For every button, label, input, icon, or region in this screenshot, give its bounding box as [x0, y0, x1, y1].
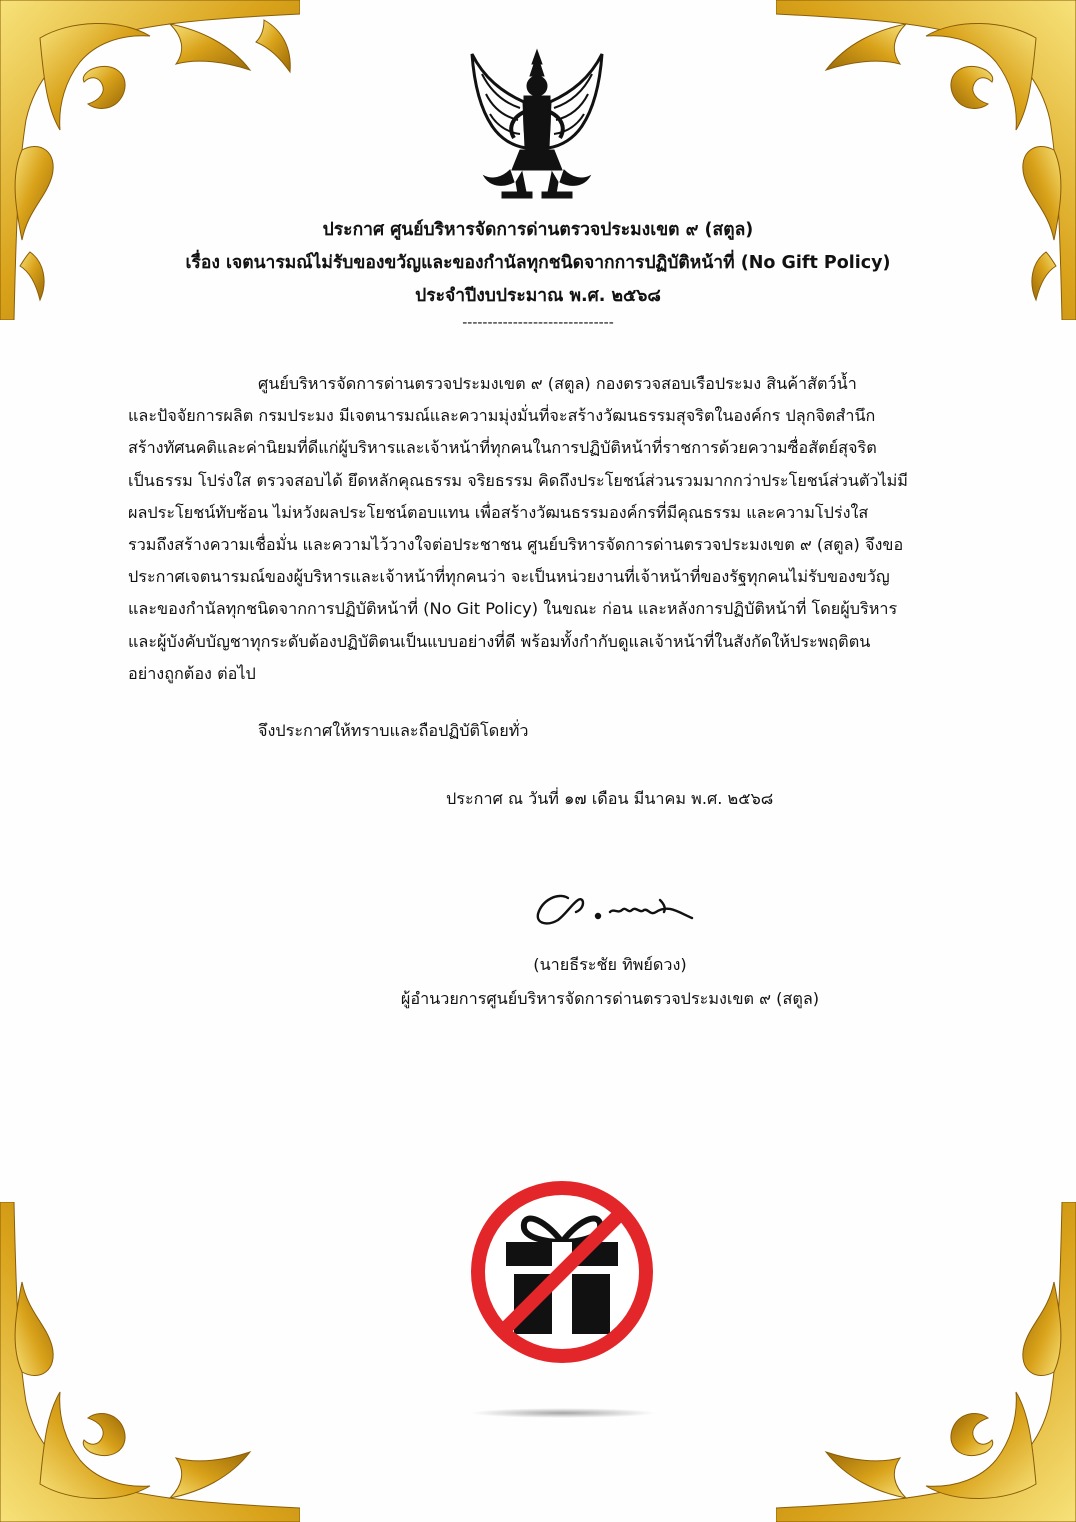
- title-divider: ------------------------------: [462, 315, 614, 331]
- body-line: เป็นธรรม โปร่งใส ตรวจสอบได้ ยึดหลักคุณธรรม จริยธรรม คิดถึงประโยชน์ส่วนรวมมากกว่าประโยชน์ส่วนตัวไม่มี: [128, 470, 908, 490]
- body-line: ศูนย์บริหารจัดการด่านตรวจประมงเขต ๙ (สตูล) กองตรวจสอบเรือประมง สินค้าสัตว์น้ำ: [258, 374, 857, 393]
- closing-statement: จึงประกาศให้ทราบและถือปฏิบัติโดยทั่ว: [258, 721, 529, 740]
- icon-shadow: [470, 1408, 656, 1418]
- body-line: อย่างถูกต้อง ต่อไป: [128, 663, 256, 683]
- announcement-title: ประกาศ ศูนย์บริหารจัดการด่านตรวจประมงเขต ๙ (สตูล): [322, 220, 754, 240]
- body-line: และผู้บังคับบัญชาทุกระดับต้องปฏิบัติตนเป็นแบบอย่างที่ดี พร้อมทั้งกำกับดูแลเจ้าหน้าที่ในสังกัดให้ประพฤติตน: [128, 631, 871, 651]
- gold-corner-ornament-bottom-left: [0, 1202, 300, 1522]
- signatory-position: ผู้อำนวยการศูนย์บริหารจัดการด่านตรวจประมงเขต ๙ (สตูล): [400, 989, 820, 1008]
- body-line: สร้างทัศนคติและค่านิยมที่ดีแก่ผู้บริหารและเจ้าหน้าที่ทุกคนในการปฏิบัติหน้าที่ราชการด้วยความซื่อสัตย์สุจริต: [128, 438, 877, 458]
- body-line: และของกำนัลทุกชนิดจากการปฏิบัติหน้าที่ (No Git Policy) ในขณะ ก่อน และหลังการปฏิบัติหน้าที่ โดยผู้บริหาร: [128, 599, 898, 619]
- announcement-date: ประกาศ ณ วันที่ ๑๗ เดือน มีนาคม พ.ศ. ๒๕๖๘: [446, 789, 774, 808]
- announcement-heading: [120, 214, 956, 331]
- signatory-name: (นายธีระชัย ทิพย์ดวง): [533, 955, 687, 974]
- handwritten-signature: [528, 878, 698, 938]
- body-line: ผลประโยชน์ทับซ้อน ไม่หวังผลประโยชน์ตอบแทน เพื่อสร้างวัฒนธรรมองค์กรที่มีคุณธรรม และความโปร่งใส: [128, 502, 869, 522]
- gold-corner-ornament-bottom-right: [776, 1202, 1076, 1522]
- body-line: รวมถึงสร้างความเชื่อมั่น และความไว้วางใจต่อประชาชน ศูนย์บริหารจัดการด่านตรวจประมงเขต ๙ (สตูล) จึงขอ: [128, 535, 904, 555]
- no-gift-icon: [462, 1172, 662, 1372]
- announcement-subject: เรื่อง เจตนารมณ์ไม่รับของขวัญและของกำนัลทุกชนิดจากการปฏิบัติหน้าที่ (No Gift Policy): [185, 253, 891, 273]
- fiscal-year: ประจำปีงบประมาณ พ.ศ. ๒๕๖๘: [415, 286, 661, 306]
- announcement-body: [128, 368, 973, 690]
- body-line: และปัจจัยการผลิต กรมประมง มีเจตนารมณ์และความมุ่งมั่นที่จะสร้างวัฒนธรรมสุจริตในองค์กร ปลุกจิตสำนึก: [128, 406, 876, 426]
- body-line: ประกาศเจตนารมณ์ของผู้บริหารและเจ้าหน้าที่ทุกคนว่า จะเป็นหน่วยงานที่เจ้าหน้าที่ของรัฐทุกคนไม่รับของขวัญ: [128, 567, 890, 587]
- garuda-emblem-icon: [462, 42, 612, 202]
